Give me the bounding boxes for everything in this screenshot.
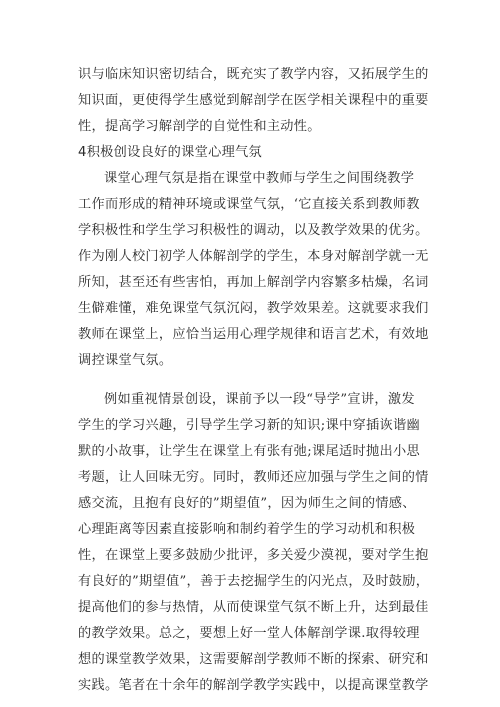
para2-line-12: 实践。笔者在十余年的解剖学教学实践中，以提高课堂教学 (78, 678, 429, 693)
section-heading: 4积极创设良好的课堂心理气氛 (78, 145, 263, 160)
para1-line-7: 教师在课堂上，应恰当运用心理学规律和语言艺术，有效地 (78, 327, 429, 342)
para1-line-6: 生僻难懂，难免课堂气氛沉闷，教学效果差。这就要求我们 (78, 301, 429, 316)
para2-line-11: 想的课堂教学效果，这需要解剖学教师不断的探索、研究和 (78, 652, 429, 667)
para2-line-2: 学生的学习兴趣，引导学生学习新的知识;课中穿插诙谐幽 (78, 418, 420, 433)
para2-line-1: 例如重视情景创设，课前予以一段“导学”宣讲，激发 (104, 392, 415, 407)
para2-line-7: 性，在课堂上要多鼓励少批评，多关爱少漠视，要对学生抱 (78, 548, 429, 563)
para2-line-8: 有良好的”期望值”，善于去挖掘学生的闪光点，及时鼓励， (78, 574, 430, 589)
para1-line-1: 课堂心理气氛是指在课堂中教师与学生之间围绕教学 (104, 171, 415, 186)
intro-line-1: 识与临床知识密切结合，既充实了教学内容，又拓展学生的 (78, 67, 429, 82)
para1-line-8: 调控课堂气氛。 (78, 353, 173, 368)
para2-line-3: 默的小故事，让学生在课堂上有张有弛;课尾适时抛出小思 (78, 444, 420, 459)
intro-line-2: 知识面，更使得学生感觉到解剖学在医学相关课程中的重要 (78, 93, 429, 108)
para1-line-5: 所知，甚至还有些害怕，再加上解剖学内容繁多枯燥，名词 (78, 275, 429, 290)
para1-line-4: 作为刚人校门初学人体解剖学的学生，本身对解剖学就一无 (78, 249, 429, 264)
para1-line-2: 工作而形成的精神环境或课堂气氛，‘它直接关系到教师教 (78, 197, 420, 212)
para2-line-6: 心理距离等因素直接影响和制约着学生的学习动机和积极 (78, 522, 416, 537)
para2-line-5: 感交流，且抱有良好的”期望值”，因为师生之间的情感、 (78, 496, 416, 511)
para1-line-3: 学积极性和学生学习积极性的调动，以及教学效果的优劣。 (78, 223, 429, 238)
para2-line-9: 提高他们的参与热情，从而使课堂气氛不断上升，达到最佳 (78, 600, 429, 615)
intro-line-3: 性，提高学习解剖学的自觉性和主动性。 (78, 119, 321, 134)
para2-line-10: 的教学效果。总之，要想上好一堂人体解剖学课.取得较理 (78, 626, 420, 641)
para2-line-4: 考题，让人回味无穷。同时，教师还应加强与学生之间的情 (78, 470, 429, 485)
